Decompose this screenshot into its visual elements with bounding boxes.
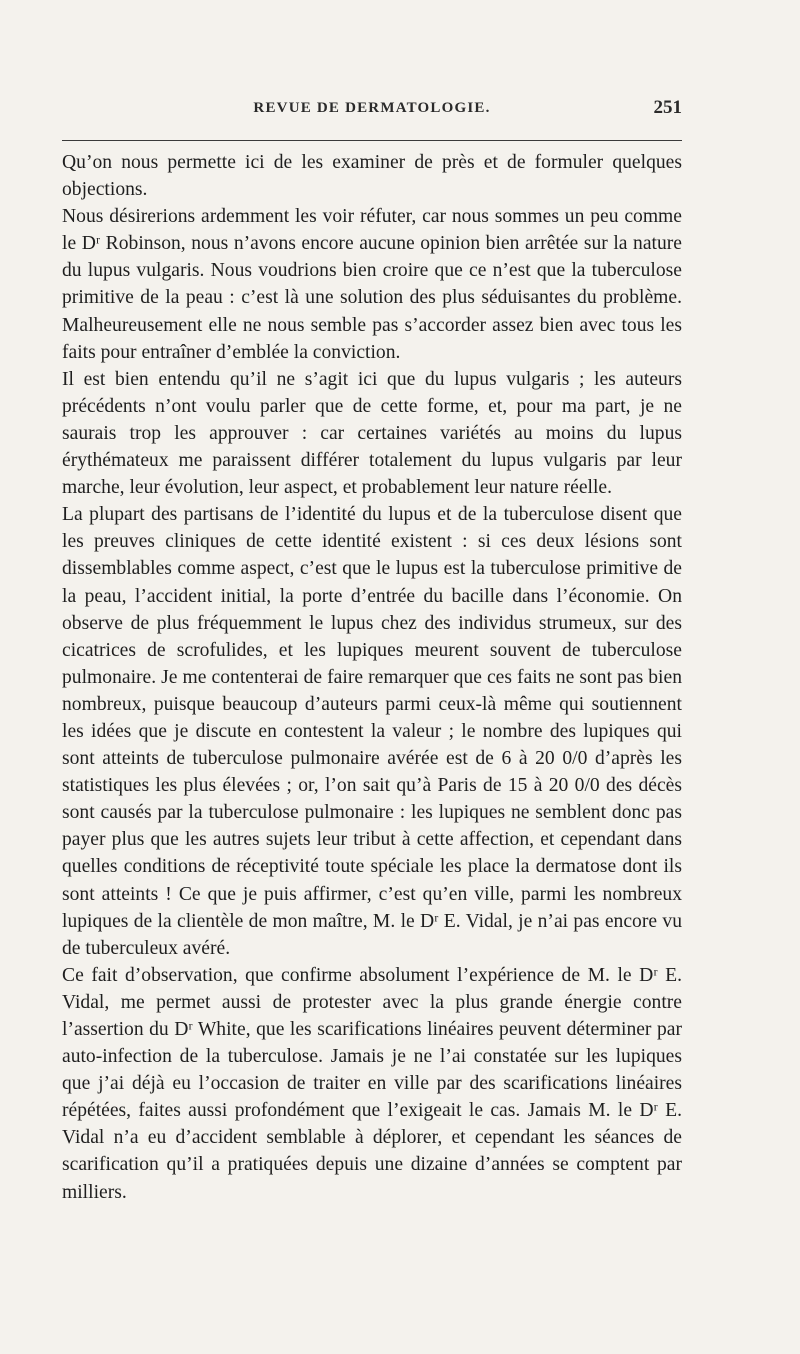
running-head bbox=[62, 97, 682, 124]
body-text bbox=[62, 149, 682, 1206]
page-number: 251 bbox=[653, 97, 682, 118]
paragraph: Qu’on nous permette ici de les examiner de près et de formuler quelques objections. bbox=[62, 152, 682, 201]
paragraph: Ce fait d’observation, que confirme absolument l’expérience de M. le Dʳ E. Vidal, me permet aussi de protester avec la plus grande énergie contre l’assertion du Dʳ White, que les scarifications linéaires peuvent déterminer par auto-infection de la tuberculose. Jamais je ne l’ai constatée sur les lupiques que j’ai déjà eu l’occasion de traiter en ville par des scarifications linéaires répétées, faites aussi profondément que l’exigeait le cas. Jamais M. le Dʳ E. Vidal n’a eu d’accident semblable à déplorer, et cependant les séances de scarification qu’il a pratiquées depuis une dizaine d’années se comptent par milliers. bbox=[62, 964, 682, 1203]
running-title: REVUE DE DERMATOLOGIE. bbox=[253, 100, 491, 116]
paragraph: La plupart des partisans de l’identité du lupus et de la tuberculose disent que les preuves cliniques de cette identité existent : si ces deux lésions sont dissemblables comme aspect, c’est que le lupus est la tuberculose primitive de la peau, l’accident initial, la porte d’entrée du bacille dans l’économie. On observe de plus fréquemment le lupus chez des individus strumeux, sur des cicatrices de scrofulides, et les lupiques meurent souvent de tuberculose pulmonaire. Je me contenterai de faire remarquer que ces faits ne sont pas bien nombreux, puisque beaucoup d’auteurs parmi ceux-là même qui soutiennent les idées que je discute en contestent la valeur ; le nombre des lupiques qui sont atteints de tuberculose pulmonaire avérée est de 6 à 20 0/0 d’après les statistiques les plus élevées ; or, l’on sait qu’à Paris de 15 à 20 0/0 des décès sont causés par la tuberculose pulmonaire : les lupiques ne semblent donc pas payer plus que les autres sujets leur tribut à cette affection, et cependant dans quelles conditions de réceptivité toute spéciale les place la dermatose dont ils sont atteints ! Ce que je puis affirmer, c’est qu’en ville, parmi les nombreux lupiques de la clientèle de mon maître, M. le Dʳ E. Vidal, je n’ai pas encore vu de tuberculeux avéré. bbox=[62, 504, 682, 959]
paragraph: Nous désirerions ardemment les voir réfuter, car nous sommes un peu comme le Dʳ Robinson, nous n’avons encore aucune opinion bien arrêtée sur la nature du lupus vulgaris. Nous voudrions bien croire que ce n’est que la tuberculose primitive de la peau : c’est là une solution des plus séduisantes du problème. Malheureusement elle ne nous semble pas s’accorder assez bien avec tous les faits pour entraîner d’emblée la conviction. bbox=[62, 206, 682, 363]
paragraph: Il est bien entendu qu’il ne s’agit ici que du lupus vulgaris ; les auteurs précédents n’ont voulu parler que de cette forme, et, pour ma part, je ne saurais trop les approuver : car certaines variétés au moins du lupus érythémateux me paraissent différer totalement du lupus vulgaris par leur marche, leur évolution, leur aspect, et probablement leur nature réelle. bbox=[62, 368, 682, 499]
header-rule bbox=[62, 140, 682, 141]
